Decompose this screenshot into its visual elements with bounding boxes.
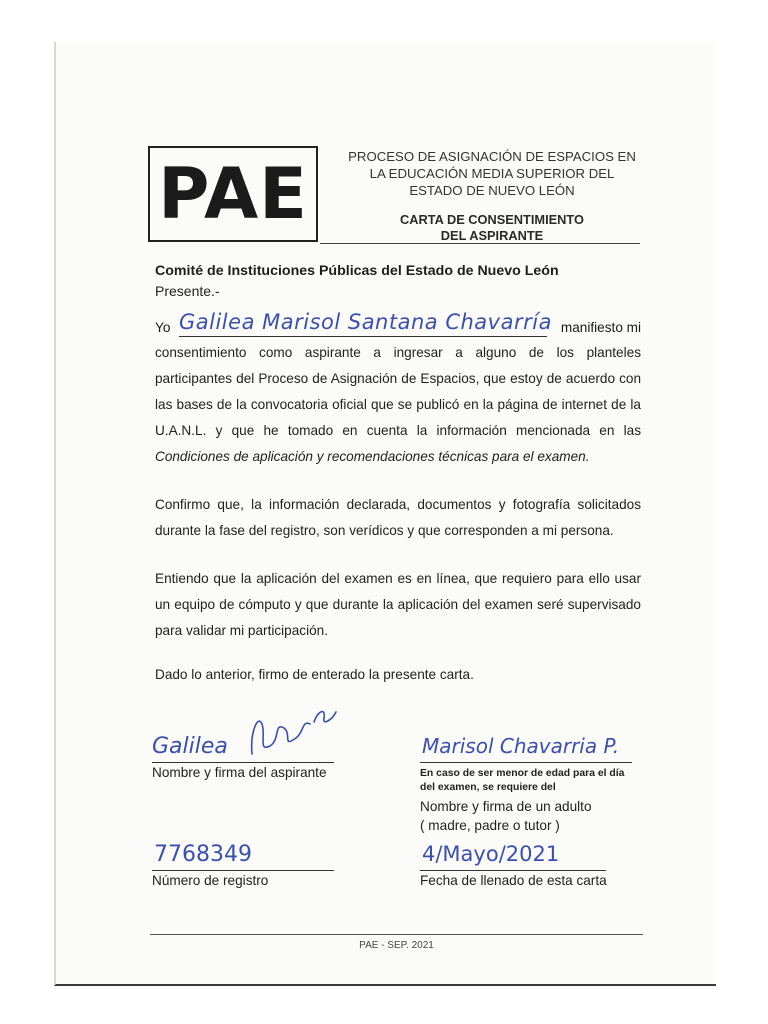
signature-scribble-icon [244,702,344,762]
paragraph-line: las bases de la convocatoria oficial que se publicó en la página de internet de la [155,397,641,412]
paragraph-line: U.A.N.L. y que he tomado en cuenta la información mencionada en las [155,423,641,438]
logo-text: PAE [158,153,308,235]
paragraph-line-italic: Condiciones de aplicación y recomendaciones técnicas para el examen. [155,449,590,464]
paragraph-online-exam [155,566,641,644]
adult-signature-line [420,728,632,763]
paragraph-confirm [155,492,641,544]
paragraph-line: participantes del Proceso de Asignación de Espacios, que estoy de acuerdo con [155,371,641,386]
footer-text: PAE - SEP. 2021 [359,940,434,951]
adult-label-line: Nombre y firma de un adulto [420,799,592,814]
paragraph-line: consentimiento como aspirante a ingresar a alguno de los planteles [155,345,641,360]
paragraph-line: Confirmo que, la información declarada, documentos y fotografía solicitados [155,497,641,512]
date-line [420,836,606,871]
document-header-title [346,148,638,199]
header-title-line: ESTADO DE NUEVO LEÓN [409,183,575,198]
header-title-line: PROCESO DE ASIGNACIÓN DE ESPACIOS EN [348,149,636,164]
header-divider [320,243,640,244]
addressee-presente: Presente.- [155,283,220,299]
addressee-committee: Comité de Instituciones Públicas del Estado de Nuevo León [155,263,559,279]
applicant-name-handwritten: Galilea Marisol Santana Chavarría [179,308,547,337]
applicant-signature-label: Nombre y firma del aspirante [152,765,327,780]
paragraph-line: durante la fase del registro, son verídicos y que corresponden a mi persona. [155,523,614,538]
subtitle-line: CARTA DE CONSENTIMIENTO [400,212,584,227]
applicant-signature-block [152,728,334,780]
registration-line [152,836,334,871]
yo-word: Yo [155,320,171,335]
date-label: Fecha de llenado de esta carta [420,873,607,888]
paragraph-line: para validar mi participación. [155,623,329,638]
registration-label: Número de registro [152,873,269,888]
paragraph-closing [155,662,641,688]
minor-requirement-note [420,767,640,795]
manifiesto-text: manifiesto mi [560,320,641,335]
note-line: En caso de ser menor de edad para el día [420,768,625,779]
registration-number-handwritten: 7768349 [154,842,252,867]
applicant-signature-handwritten: Galilea [152,734,228,759]
adult-signature-label [420,797,640,835]
adult-signature-block [420,728,640,835]
subtitle-line: DEL ASPIRANTE [440,228,544,243]
paragraph-line: Entiendo que la aplicación del examen es en línea, que requiero para ello usar [155,571,641,586]
header-title-line: LA EDUCACIÓN MEDIA SUPERIOR DEL [369,166,615,181]
adult-signature-handwritten: Marisol Chavarria P. [422,734,620,758]
pae-logo [148,146,318,242]
applicant-signature-line [152,728,334,763]
note-line: del examen, se requiere del [420,782,556,793]
document-subtitle [346,212,638,244]
date-handwritten: 4/Mayo/2021 [422,842,560,866]
date-block [420,836,606,888]
paragraph-line: Dado lo anterior, firmo de enterado la presente carta. [155,667,474,682]
adult-label-line: ( madre, padre o tutor ) [420,818,560,833]
paragraph-line: un equipo de cómputo y que durante la aplicación del examen seré supervisado [155,597,641,612]
registration-block [152,836,334,888]
footer-divider [150,934,643,935]
applicant-statement-line [155,312,641,342]
paragraph-consent [155,340,641,470]
